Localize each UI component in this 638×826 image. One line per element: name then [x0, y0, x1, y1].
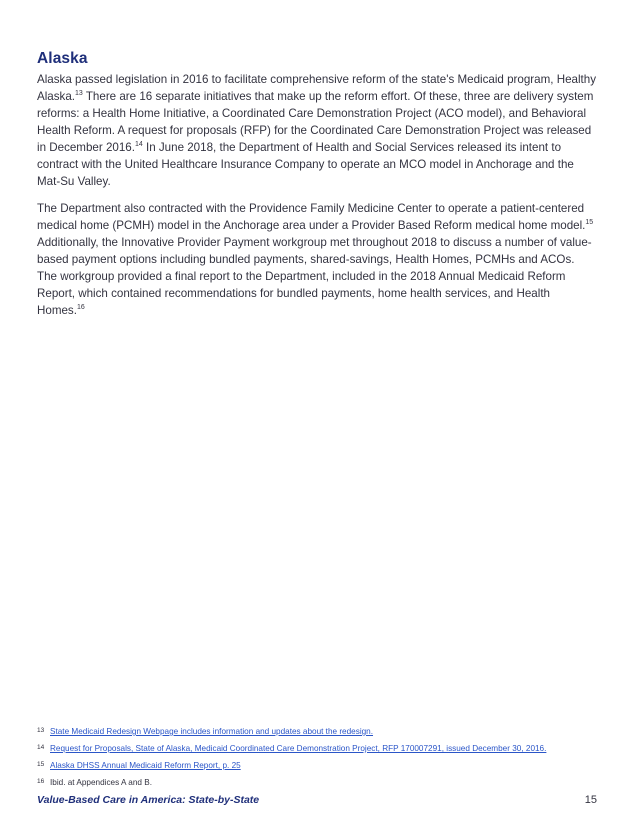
footnote-link[interactable]: State Medicaid Redesign Webpage includes information and updates about the redesign. — [50, 727, 374, 736]
page-footer — [37, 794, 597, 806]
footnote-number: 15 — [37, 761, 45, 768]
paragraph — [37, 200, 597, 319]
footnote-reference[interactable]: 15 — [585, 219, 594, 227]
section-heading: Alaska — [37, 50, 88, 67]
paragraph-text: Alaska passed legislation in 2016 to facilitate comprehensive reform of the state's Medicaid program, Healthy Alaska. — [37, 73, 597, 103]
footnote-reference[interactable]: 13 — [75, 90, 83, 98]
footnote-number: 13 — [37, 727, 45, 734]
footnote-reference[interactable]: 16 — [76, 304, 85, 312]
footnote-link[interactable]: Alaska DHSS Annual Medicaid Reform Report, p. 25 — [50, 761, 241, 770]
footnote-text: Ibid. at Appendices A and B. — [50, 778, 152, 787]
paragraph-text: Additionally, the Innovative Provider Payment workgroup met throughout 2018 to discuss a number of value-based payment options including bundled payments, shared-savings, Health Homes, PCMHs and ACOs. The workgroup provided a final report to the Department, included in the 2018 Annual Medicaid Reform Report, which contained recommendations for bundled payments, home health services, and Health Homes. — [37, 236, 592, 317]
page-number: 15 — [584, 794, 597, 806]
footer-title: Value-Based Care in America: State-by-State — [37, 794, 260, 806]
footnote — [37, 758, 597, 775]
footnote-number: 16 — [37, 778, 45, 785]
footnote-number: 14 — [37, 744, 45, 751]
footnotes — [37, 724, 597, 792]
footnote — [37, 724, 597, 741]
footnote — [37, 741, 597, 758]
document-page — [37, 0, 597, 826]
paragraph-text: The Department also contracted with the Providence Family Medicine Center to operate a patient-centered medical home (PCMH) model in the Anchorage area under a Provider Based Reform medical home model. — [37, 202, 586, 232]
paragraph-text: There are 16 separate initiatives that make up the reform effort. Of these, three are delivery system reforms: a Health Home Initiative, a Coordinated Care Demonstration Project (ACO model), and Behavioral Health Reform. A request for proposals (RFP) for the Coordinated Care Demonstration Project was released in December 2016. — [37, 90, 594, 154]
footnote-reference[interactable]: 14 — [134, 141, 143, 149]
paragraph-text: In June 2018, the Department of Health and Social Services released its intent to contract with the United Healthcare Insurance Company to operate an MCO model in Anchorage and the Mat-Su Valley. — [37, 141, 574, 188]
footnote-link[interactable]: Request for Proposals, State of Alaska, Medicaid Coordinated Care Demonstration Project, RFP 170007291, issued December 30, 2016. — [50, 744, 547, 753]
body-text — [37, 71, 597, 329]
paragraph — [37, 71, 597, 190]
footnote — [37, 775, 597, 792]
